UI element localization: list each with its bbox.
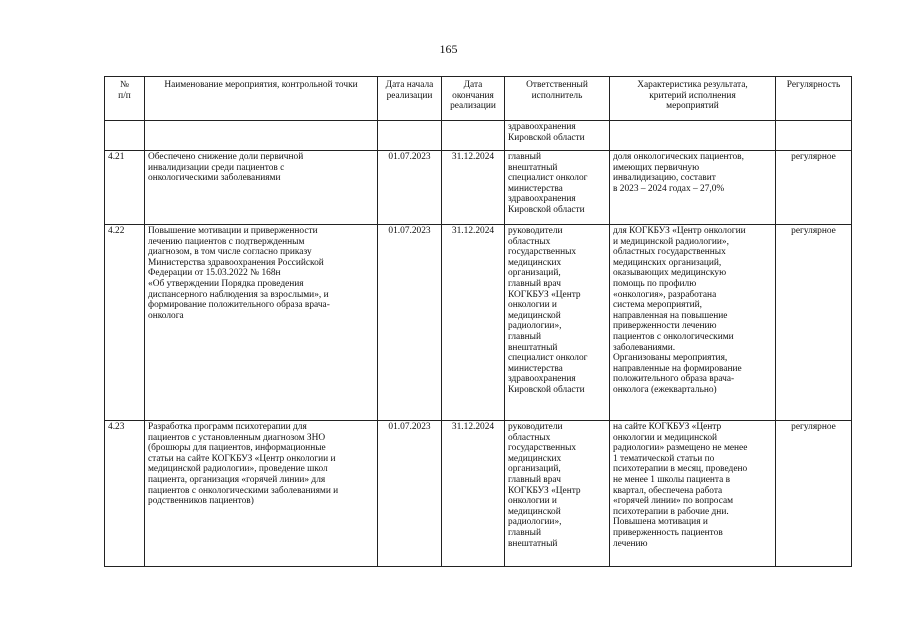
cell-name — [145, 121, 378, 151]
table-row — [105, 421, 852, 567]
table-header-row — [105, 77, 852, 121]
cell-result: доля онкологических пациентов, имеющих первичную инвалидизацию, составит в 2023 – 2024 годах – 27,0% — [610, 151, 776, 225]
cell-regularity: регулярное — [776, 225, 852, 421]
header-start-date: Дата начала реализации — [378, 77, 442, 121]
cell-responsible: руководители областных государственных медицинских организаций, главный врач КОГКБУЗ «Центр онкологии и медицинской радиологии», главный внештатный специалист онколог министерства здравоохранения Кировской области — [505, 225, 610, 421]
header-responsible: Ответственный исполнитель — [505, 77, 610, 121]
header-name: Наименование мероприятия, контрольной точки — [145, 77, 378, 121]
cell-responsible: здравоохранения Кировской области — [505, 121, 610, 151]
cell-end-date — [442, 121, 505, 151]
cell-result — [610, 121, 776, 151]
cell-regularity — [776, 121, 852, 151]
cell-num: 4.21 — [105, 151, 145, 225]
cell-result: на сайте КОГКБУЗ «Центр онкологии и медицинской радиологии» размещено не менее 1 тематической статьи по психотерапии в месяц, проведено не менее 1 школы пациента в квартал, обеспечена работа «горячей линии» по вопросам психотерапии в рабочие дни. Повышена мотивация и приверженность пациентов лечению — [610, 421, 776, 567]
cell-start-date: 01.07.2023 — [378, 225, 442, 421]
cell-start-date: 01.07.2023 — [378, 421, 442, 567]
header-result: Характеристика результата, критерий исполнения мероприятий — [610, 77, 776, 121]
table-row-continuation — [105, 121, 852, 151]
cell-regularity: регулярное — [776, 151, 852, 225]
cell-end-date: 31.12.2024 — [442, 151, 505, 225]
cell-responsible: главный внештатный специалист онколог министерства здравоохранения Кировской области — [505, 151, 610, 225]
table-row — [105, 225, 852, 421]
activities-table — [104, 76, 852, 567]
cell-num — [105, 121, 145, 151]
cell-start-date: 01.07.2023 — [378, 151, 442, 225]
page-number: 165 — [439, 42, 458, 56]
cell-end-date: 31.12.2024 — [442, 225, 505, 421]
cell-num: 4.22 — [105, 225, 145, 421]
cell-start-date — [378, 121, 442, 151]
header-num: № п/п — [105, 77, 145, 121]
cell-responsible: руководители областных государственных медицинских организаций, главный врач КОГКБУЗ «Центр онкологии и медицинской радиологии», главный внештатный — [505, 421, 610, 567]
cell-result: для КОГКБУЗ «Центр онкологии и медицинской радиологии», областных государственных медицинских организаций, оказывающих медицинскую помощь по профилю «онкология», разработана система мероприятий, направленная на повышение приверженности лечению пациентов с онкологическими заболеваниями. Организованы мероприятия, направленные на формирование положительного образа врача- онколога (ежеквартально) — [610, 225, 776, 421]
cell-name: Обеспечено снижение доли первичной инвалидизации среди пациентов с онкологическими заболеваниями — [145, 151, 378, 225]
cell-name: Разработка программ психотерапии для пациентов с установленным диагнозом ЗНО (брошюры для пациентов, информационные статьи на сайте КОГКБУЗ «Центр онкологии и медицинской радиологии», проведение школ пациента, организация «горячей линии» для пациентов с онкологическими заболеваниями и родственников пациентов) — [145, 421, 378, 567]
cell-end-date: 31.12.2024 — [442, 421, 505, 567]
cell-regularity: регулярное — [776, 421, 852, 567]
header-regularity: Регулярность — [776, 77, 852, 121]
cell-name: Повышение мотивации и приверженности лечению пациентов с подтвержденным диагнозом, в том числе согласно приказу Министерства здравоохранения Российской Федерации от 15.03.2022 № 168н «Об утверждении Порядка проведения диспансерного наблюдения за взрослыми», и формирование положительного образа врача- онколога — [145, 225, 378, 421]
table-row — [105, 151, 852, 225]
cell-num: 4.23 — [105, 421, 145, 567]
header-end-date: Дата окончания реализации — [442, 77, 505, 121]
